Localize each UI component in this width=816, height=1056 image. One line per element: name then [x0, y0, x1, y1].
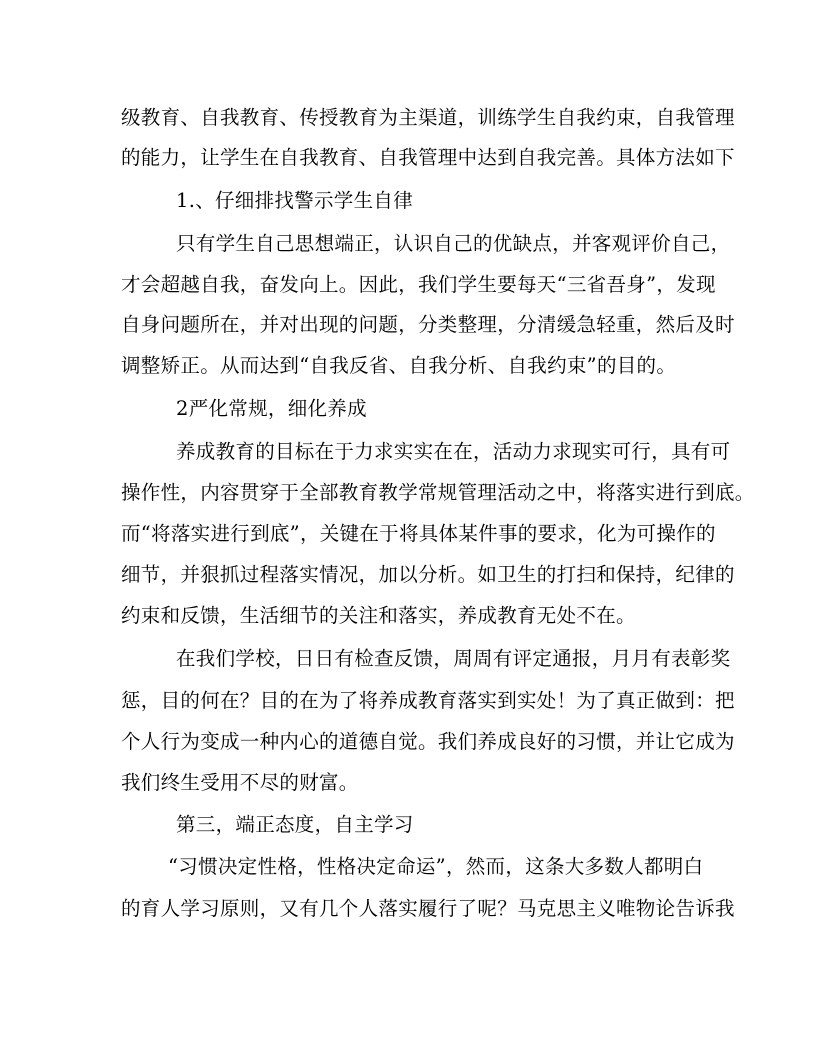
- text-line: 约束和反馈，生活细节的关注和落实，养成教育无处不在。: [121, 604, 636, 627]
- text-line: 调整矫正。从而达到“自我反省、自我分析、自我约束”的目的。: [121, 354, 677, 377]
- text-line: 而“将落实进行到底”，关键在于将具体某件事的要求，化为可操作的: [121, 522, 716, 545]
- text-line: 个人行为变成一种内心的道德自觉。我们养成良好的习惯，并让它成为: [121, 730, 735, 753]
- text-line: 操作性，内容贯穿于全部教育教学常规管理活动之中，将落实进行到底。: [121, 481, 755, 504]
- text-line: 养成教育的目标在于力求实实在在，活动力求现实可行，具有可: [176, 440, 731, 463]
- text-line: 在我们学校，日日有检查反馈，周周有评定通报，月月有表彰奖: [176, 647, 731, 670]
- text-line: 细节，并狠抓过程落实情况，加以分析。如卫生的打扫和保持，纪律的: [121, 563, 735, 586]
- text-line: “习惯决定性格，性格决定命运”，然而，这条大多数人都明白: [168, 855, 704, 878]
- text-line: 只有学生自己思想端正，认识自己的优缺点，并客观评价自己，: [176, 232, 731, 255]
- text-line: 我们终生受用不尽的财富。: [121, 771, 359, 794]
- section-heading: 第三，端正态度，自主学习: [176, 813, 414, 836]
- text-line: 级教育、自我教育、传授教育为主渠道，训练学生自我约束，自我管理: [121, 106, 735, 129]
- text-line: 惩，目的何在？目的在为了将养成教育落实到实处！为了真正做到：把: [121, 689, 735, 712]
- section-heading: 2严化常规，细化养成: [176, 397, 367, 420]
- text-line: 的育人学习原则，又有几个人落实履行了呢？马克思主义唯物论告诉我: [121, 897, 735, 920]
- text-line: 的能力，让学生在自我教育、自我管理中达到自我完善。具体方法如下: [121, 146, 735, 169]
- text-line: 自身问题所在，并对出现的问题，分类整理，分清缓急轻重，然后及时: [121, 313, 735, 336]
- section-heading: 1.、仔细排找警示学生自律: [176, 189, 414, 212]
- text-line: 才会超越自我，奋发向上。因此，我们学生要每天“三省吾身”，发现: [121, 273, 716, 296]
